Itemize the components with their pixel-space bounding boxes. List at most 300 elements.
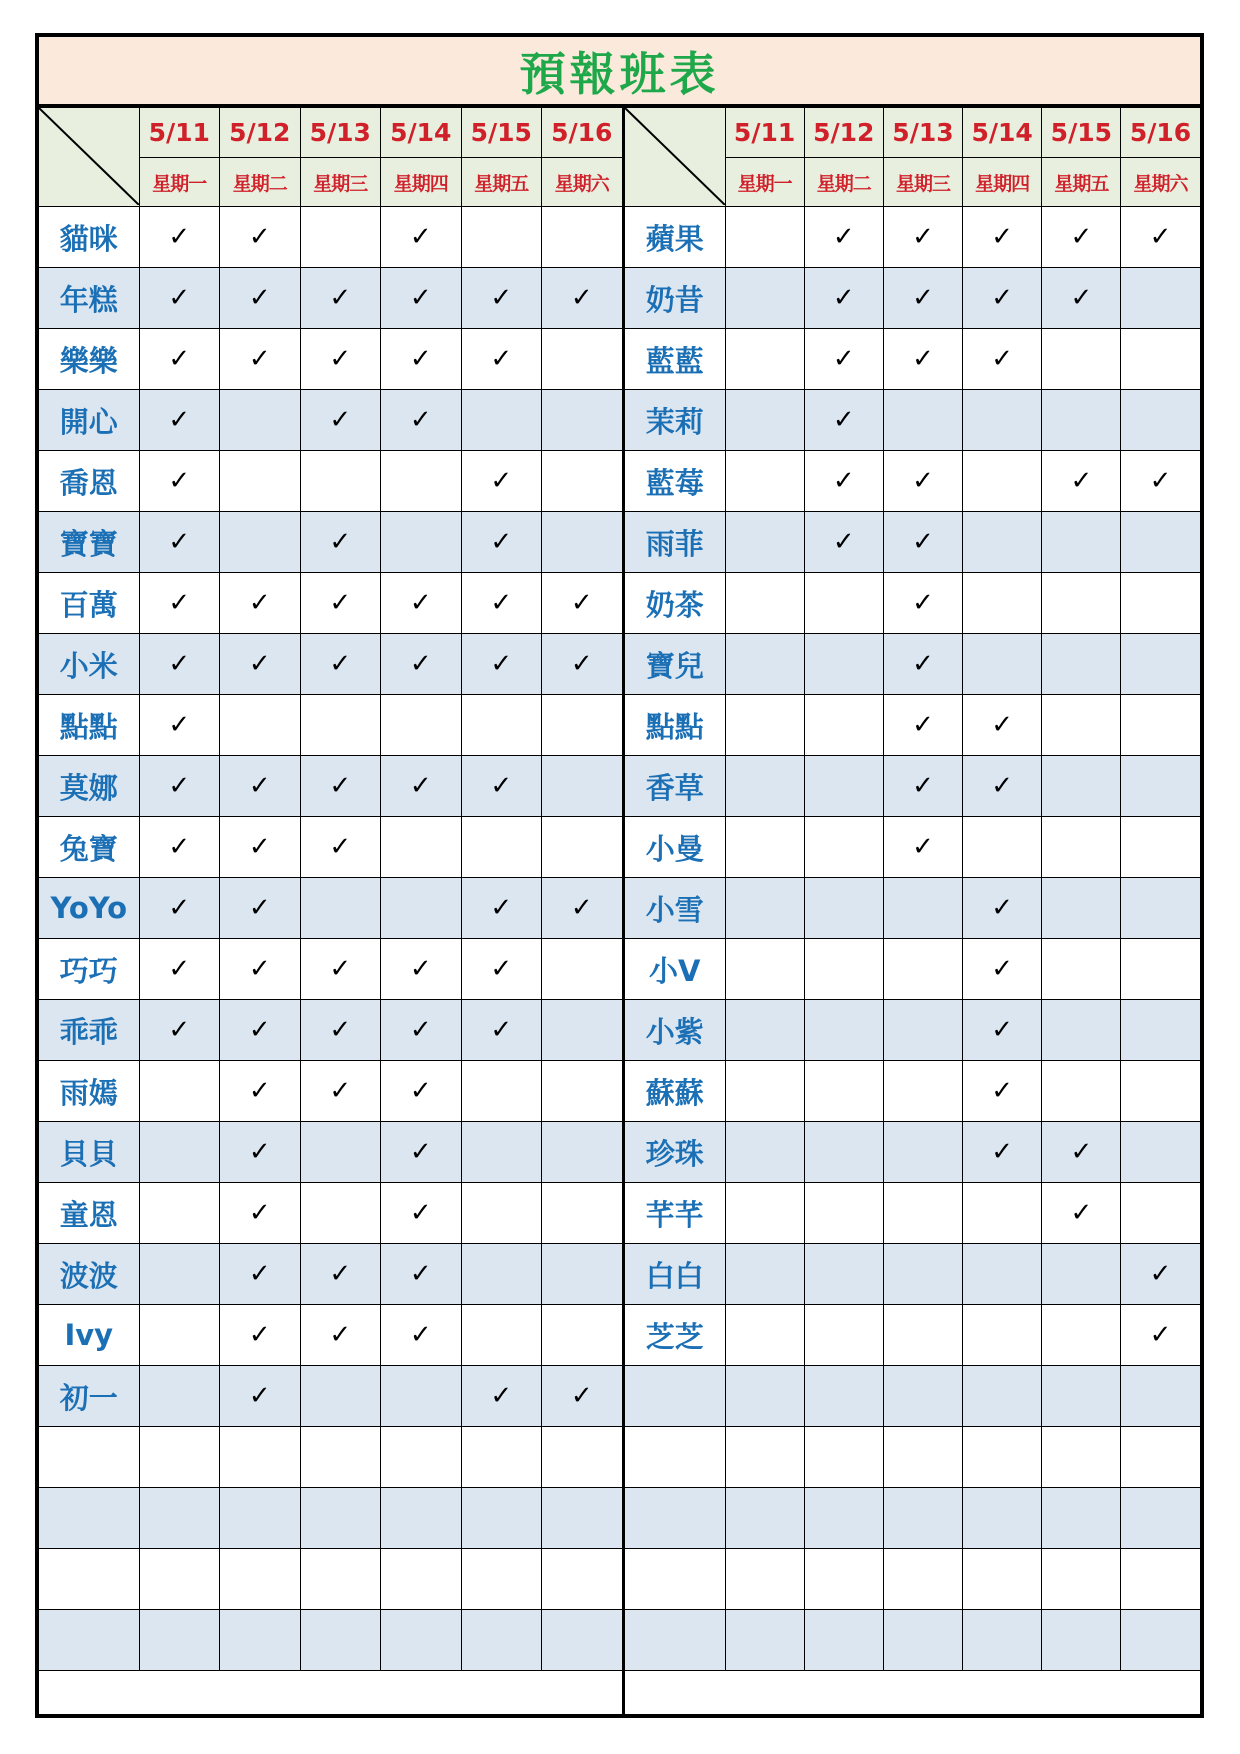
shift-empty-cell: [963, 817, 1042, 878]
shift-checkmark: ✓: [963, 268, 1042, 329]
shift-empty-cell: [1121, 817, 1200, 878]
shift-empty-cell: [542, 695, 623, 756]
shift-empty-cell: [381, 451, 462, 512]
shift-empty-cell: [139, 1488, 220, 1549]
shift-empty-cell: [725, 878, 804, 939]
staff-name: 小雪: [625, 878, 725, 939]
shift-empty-cell: [381, 695, 462, 756]
shift-empty-cell: [1042, 1549, 1121, 1610]
shift-empty-cell: [963, 1549, 1042, 1610]
shift-empty-cell: [139, 1061, 220, 1122]
shift-empty-cell: [1121, 939, 1200, 1000]
shift-checkmark: ✓: [300, 756, 381, 817]
shift-empty-cell: [300, 1488, 381, 1549]
shift-checkmark: ✓: [381, 756, 462, 817]
shift-empty-cell: [542, 1427, 623, 1488]
table-row: [625, 1427, 1200, 1488]
table-row: [39, 1549, 622, 1610]
shift-empty-cell: [542, 756, 623, 817]
staff-name: [625, 1366, 725, 1427]
shift-empty-cell: [1121, 1488, 1200, 1549]
shift-empty-cell: [1121, 1000, 1200, 1061]
shift-empty-cell: [139, 1610, 220, 1671]
shift-checkmark: ✓: [461, 451, 542, 512]
staff-name: 藍藍: [625, 329, 725, 390]
staff-name: 雨嫣: [39, 1061, 139, 1122]
shift-checkmark: ✓: [220, 634, 301, 695]
weekday-header: 星期一: [139, 158, 220, 207]
shift-empty-cell: [963, 1366, 1042, 1427]
shift-empty-cell: [1121, 512, 1200, 573]
shift-checkmark: ✓: [381, 1122, 462, 1183]
staff-name: 兔寶: [39, 817, 139, 878]
shift-checkmark: ✓: [461, 1366, 542, 1427]
shift-empty-cell: [220, 1549, 301, 1610]
table-row: [625, 817, 1200, 878]
table-row: [625, 1366, 1200, 1427]
shift-checkmark: ✓: [300, 1000, 381, 1061]
date-header: 5/15: [1042, 108, 1121, 158]
shift-empty-cell: [725, 1305, 804, 1366]
diagonal-line: [39, 108, 139, 205]
shift-empty-cell: [220, 451, 301, 512]
shift-checkmark: ✓: [139, 268, 220, 329]
shift-empty-cell: [883, 1183, 962, 1244]
shift-empty-cell: [461, 817, 542, 878]
shift-empty-cell: [461, 1061, 542, 1122]
table-row: [39, 390, 622, 451]
table-row: [39, 939, 622, 1000]
shift-empty-cell: [542, 1488, 623, 1549]
shift-empty-cell: [804, 573, 883, 634]
date-header: 5/13: [883, 108, 962, 158]
shift-empty-cell: [804, 1183, 883, 1244]
date-header-row: [625, 108, 1200, 158]
shift-checkmark: ✓: [220, 1244, 301, 1305]
shift-checkmark: ✓: [220, 1183, 301, 1244]
weekday-header: 星期六: [542, 158, 623, 207]
shift-empty-cell: [1042, 1000, 1121, 1061]
shift-empty-cell: [1121, 1610, 1200, 1671]
shift-empty-cell: [461, 1549, 542, 1610]
shift-empty-cell: [883, 1244, 962, 1305]
right-schedule: [625, 107, 1200, 1671]
shift-empty-cell: [963, 1610, 1042, 1671]
shift-checkmark: ✓: [804, 512, 883, 573]
shift-empty-cell: [804, 878, 883, 939]
shift-empty-cell: [381, 1427, 462, 1488]
shift-checkmark: ✓: [139, 1000, 220, 1061]
weekday-header: 星期四: [381, 158, 462, 207]
shift-checkmark: ✓: [220, 1305, 301, 1366]
staff-name: 小紫: [625, 1000, 725, 1061]
table-row: [625, 695, 1200, 756]
staff-name: 百萬: [39, 573, 139, 634]
shift-empty-cell: [542, 817, 623, 878]
date-header: 5/14: [963, 108, 1042, 158]
staff-name: 藍莓: [625, 451, 725, 512]
shift-empty-cell: [725, 1366, 804, 1427]
shift-checkmark: ✓: [963, 1122, 1042, 1183]
shift-empty-cell: [1042, 1244, 1121, 1305]
table-row: [39, 1183, 622, 1244]
shift-empty-cell: [461, 695, 542, 756]
shift-checkmark: ✓: [1042, 207, 1121, 268]
shift-empty-cell: [461, 207, 542, 268]
shift-empty-cell: [804, 1366, 883, 1427]
shift-empty-cell: [220, 1488, 301, 1549]
shift-empty-cell: [725, 573, 804, 634]
shift-empty-cell: [804, 1427, 883, 1488]
shift-checkmark: ✓: [220, 817, 301, 878]
right-schedule-table: [625, 107, 1201, 1671]
shift-empty-cell: [542, 1244, 623, 1305]
staff-name: 貓咪: [39, 207, 139, 268]
shift-empty-cell: [1042, 1488, 1121, 1549]
shift-empty-cell: [725, 1183, 804, 1244]
shift-empty-cell: [963, 451, 1042, 512]
shift-empty-cell: [1121, 1122, 1200, 1183]
shift-empty-cell: [461, 1610, 542, 1671]
shift-empty-cell: [1042, 390, 1121, 451]
shift-checkmark: ✓: [139, 512, 220, 573]
table-row: [625, 1000, 1200, 1061]
table-row: [39, 1000, 622, 1061]
shift-checkmark: ✓: [461, 268, 542, 329]
table-row: [39, 817, 622, 878]
shift-empty-cell: [1121, 756, 1200, 817]
staff-name: 小米: [39, 634, 139, 695]
shift-empty-cell: [542, 512, 623, 573]
shift-empty-cell: [804, 817, 883, 878]
staff-name: 蘋果: [625, 207, 725, 268]
table-row: [625, 1610, 1200, 1671]
shift-empty-cell: [963, 1244, 1042, 1305]
shift-checkmark: ✓: [300, 329, 381, 390]
shift-checkmark: ✓: [220, 207, 301, 268]
shift-checkmark: ✓: [381, 207, 462, 268]
shift-empty-cell: [1042, 573, 1121, 634]
shift-empty-cell: [804, 1549, 883, 1610]
shift-empty-cell: [461, 1122, 542, 1183]
date-header: 5/11: [139, 108, 220, 158]
shift-checkmark: ✓: [542, 634, 623, 695]
shift-empty-cell: [1121, 1549, 1200, 1610]
shift-empty-cell: [804, 1305, 883, 1366]
shift-empty-cell: [381, 512, 462, 573]
shift-empty-cell: [381, 878, 462, 939]
shift-checkmark: ✓: [381, 573, 462, 634]
table-row: [625, 268, 1200, 329]
weekday-header: 星期二: [220, 158, 301, 207]
shift-checkmark: ✓: [883, 756, 962, 817]
shift-checkmark: ✓: [381, 1183, 462, 1244]
shift-empty-cell: [542, 1610, 623, 1671]
shift-empty-cell: [804, 1244, 883, 1305]
staff-name: YoYo: [39, 878, 139, 939]
staff-name: 珍珠: [625, 1122, 725, 1183]
shift-empty-cell: [1121, 329, 1200, 390]
shift-empty-cell: [883, 878, 962, 939]
shift-empty-cell: [542, 1000, 623, 1061]
shift-checkmark: ✓: [300, 939, 381, 1000]
shift-empty-cell: [381, 817, 462, 878]
shift-checkmark: ✓: [461, 329, 542, 390]
shift-checkmark: ✓: [1042, 268, 1121, 329]
shift-empty-cell: [725, 207, 804, 268]
shift-checkmark: ✓: [220, 756, 301, 817]
shift-checkmark: ✓: [381, 1000, 462, 1061]
shift-checkmark: ✓: [963, 695, 1042, 756]
shift-empty-cell: [725, 756, 804, 817]
shift-empty-cell: [300, 1366, 381, 1427]
shift-empty-cell: [804, 1000, 883, 1061]
table-row: [625, 573, 1200, 634]
shift-empty-cell: [300, 1549, 381, 1610]
weekday-header: 星期三: [883, 158, 962, 207]
shift-checkmark: ✓: [883, 634, 962, 695]
shift-checkmark: ✓: [139, 573, 220, 634]
staff-name: 莫娜: [39, 756, 139, 817]
shift-empty-cell: [139, 1305, 220, 1366]
shift-checkmark: ✓: [300, 390, 381, 451]
shift-empty-cell: [1042, 939, 1121, 1000]
shift-checkmark: ✓: [300, 512, 381, 573]
shift-checkmark: ✓: [381, 634, 462, 695]
shift-checkmark: ✓: [381, 390, 462, 451]
shift-checkmark: ✓: [220, 1061, 301, 1122]
shift-empty-cell: [963, 634, 1042, 695]
staff-name: 香草: [625, 756, 725, 817]
shift-empty-cell: [300, 878, 381, 939]
page-title: 預報班表: [39, 37, 1200, 107]
shift-checkmark: ✓: [461, 512, 542, 573]
staff-name: 芝芝: [625, 1305, 725, 1366]
shift-checkmark: ✓: [139, 390, 220, 451]
shift-empty-cell: [139, 1549, 220, 1610]
shift-empty-cell: [139, 1427, 220, 1488]
shift-checkmark: ✓: [220, 939, 301, 1000]
staff-name: 奶茶: [625, 573, 725, 634]
shift-empty-cell: [542, 207, 623, 268]
shift-empty-cell: [725, 634, 804, 695]
table-row: [39, 268, 622, 329]
shift-empty-cell: [725, 512, 804, 573]
shift-empty-cell: [300, 1122, 381, 1183]
shift-checkmark: ✓: [883, 268, 962, 329]
staff-name: [625, 1610, 725, 1671]
table-row: [39, 1244, 622, 1305]
shift-empty-cell: [1121, 268, 1200, 329]
shift-checkmark: ✓: [139, 817, 220, 878]
shift-empty-cell: [381, 1610, 462, 1671]
shift-empty-cell: [725, 1122, 804, 1183]
shift-checkmark: ✓: [542, 573, 623, 634]
shift-checkmark: ✓: [1042, 1122, 1121, 1183]
table-row: [39, 634, 622, 695]
shift-empty-cell: [461, 1305, 542, 1366]
staff-name: 童恩: [39, 1183, 139, 1244]
shift-checkmark: ✓: [381, 1244, 462, 1305]
shift-empty-cell: [1042, 695, 1121, 756]
shift-empty-cell: [883, 939, 962, 1000]
staff-name: 巧巧: [39, 939, 139, 1000]
shift-empty-cell: [1121, 1427, 1200, 1488]
shift-empty-cell: [1042, 817, 1121, 878]
shift-empty-cell: [542, 451, 623, 512]
shift-empty-cell: [220, 695, 301, 756]
shift-empty-cell: [725, 1244, 804, 1305]
table-row: [625, 1549, 1200, 1610]
staff-name: [625, 1488, 725, 1549]
shift-checkmark: ✓: [381, 329, 462, 390]
shift-checkmark: ✓: [542, 1366, 623, 1427]
staff-name: 寶寶: [39, 512, 139, 573]
staff-name: 點點: [625, 695, 725, 756]
shift-empty-cell: [963, 1183, 1042, 1244]
staff-name: [625, 1427, 725, 1488]
shift-empty-cell: [1042, 1305, 1121, 1366]
shift-empty-cell: [725, 1000, 804, 1061]
shift-checkmark: ✓: [883, 573, 962, 634]
shift-checkmark: ✓: [883, 512, 962, 573]
shift-checkmark: ✓: [461, 939, 542, 1000]
shift-empty-cell: [883, 1610, 962, 1671]
shift-empty-cell: [804, 634, 883, 695]
shift-empty-cell: [542, 1549, 623, 1610]
shift-checkmark: ✓: [963, 329, 1042, 390]
staff-name: [39, 1427, 139, 1488]
shift-empty-cell: [1121, 1366, 1200, 1427]
table-row: [625, 634, 1200, 695]
shift-checkmark: ✓: [139, 451, 220, 512]
shift-empty-cell: [300, 695, 381, 756]
shift-checkmark: ✓: [883, 451, 962, 512]
shift-checkmark: ✓: [300, 268, 381, 329]
shift-empty-cell: [725, 1427, 804, 1488]
date-header: 5/13: [300, 108, 381, 158]
table-row: [39, 1488, 622, 1549]
shift-empty-cell: [542, 329, 623, 390]
staff-name: 點點: [39, 695, 139, 756]
shift-empty-cell: [300, 451, 381, 512]
shift-empty-cell: [1121, 634, 1200, 695]
shift-checkmark: ✓: [542, 268, 623, 329]
staff-name: Ivy: [39, 1305, 139, 1366]
shift-empty-cell: [725, 1488, 804, 1549]
staff-name: 白白: [625, 1244, 725, 1305]
shift-checkmark: ✓: [139, 756, 220, 817]
shift-empty-cell: [1121, 695, 1200, 756]
shift-empty-cell: [220, 1610, 301, 1671]
weekday-header: 星期五: [1042, 158, 1121, 207]
shift-empty-cell: [300, 207, 381, 268]
shift-empty-cell: [220, 1427, 301, 1488]
shift-empty-cell: [1042, 1061, 1121, 1122]
shift-empty-cell: [300, 1427, 381, 1488]
shift-checkmark: ✓: [139, 329, 220, 390]
table-row: [625, 1183, 1200, 1244]
table-row: [39, 878, 622, 939]
shift-empty-cell: [883, 1305, 962, 1366]
weekday-header: 星期三: [300, 158, 381, 207]
table-row: [625, 451, 1200, 512]
table-row: [625, 878, 1200, 939]
date-header-row: [39, 108, 622, 158]
table-row: [39, 1610, 622, 1671]
shift-checkmark: ✓: [963, 1061, 1042, 1122]
shift-checkmark: ✓: [381, 268, 462, 329]
shift-empty-cell: [1042, 1427, 1121, 1488]
shift-checkmark: ✓: [461, 878, 542, 939]
shift-empty-cell: [1121, 1061, 1200, 1122]
shift-empty-cell: [804, 1488, 883, 1549]
table-row: [39, 1427, 622, 1488]
shift-empty-cell: [883, 1488, 962, 1549]
shift-checkmark: ✓: [883, 329, 962, 390]
table-row: [625, 1305, 1200, 1366]
table-row: [625, 329, 1200, 390]
shift-checkmark: ✓: [804, 207, 883, 268]
shift-empty-cell: [139, 1244, 220, 1305]
table-row: [625, 1244, 1200, 1305]
shift-checkmark: ✓: [220, 573, 301, 634]
shift-empty-cell: [804, 756, 883, 817]
shift-empty-cell: [461, 1183, 542, 1244]
staff-name: 雨菲: [625, 512, 725, 573]
shift-empty-cell: [804, 1610, 883, 1671]
shift-checkmark: ✓: [300, 1061, 381, 1122]
shift-empty-cell: [725, 817, 804, 878]
shift-empty-cell: [542, 1122, 623, 1183]
shift-empty-cell: [883, 1427, 962, 1488]
table-row: [39, 1366, 622, 1427]
shift-empty-cell: [1042, 878, 1121, 939]
shift-checkmark: ✓: [300, 573, 381, 634]
shift-empty-cell: [139, 1366, 220, 1427]
staff-name: 開心: [39, 390, 139, 451]
staff-name: 樂樂: [39, 329, 139, 390]
shift-checkmark: ✓: [1121, 1244, 1200, 1305]
table-row: [39, 207, 622, 268]
shift-checkmark: ✓: [1042, 1183, 1121, 1244]
table-row: [39, 1305, 622, 1366]
staff-name: [625, 1549, 725, 1610]
staff-name: [39, 1610, 139, 1671]
shift-empty-cell: [883, 1061, 962, 1122]
shift-empty-cell: [725, 1061, 804, 1122]
weekday-header: 星期六: [1121, 158, 1200, 207]
shift-checkmark: ✓: [139, 634, 220, 695]
shift-empty-cell: [725, 1549, 804, 1610]
shift-checkmark: ✓: [963, 756, 1042, 817]
shift-checkmark: ✓: [804, 451, 883, 512]
shift-checkmark: ✓: [963, 939, 1042, 1000]
shift-empty-cell: [300, 1183, 381, 1244]
shift-checkmark: ✓: [220, 878, 301, 939]
table-row: [39, 756, 622, 817]
shift-empty-cell: [461, 1244, 542, 1305]
table-row: [39, 1061, 622, 1122]
staff-name: 貝貝: [39, 1122, 139, 1183]
date-header: 5/16: [1121, 108, 1200, 158]
shift-checkmark: ✓: [963, 1000, 1042, 1061]
left-schedule-table: [39, 107, 623, 1671]
table-row: [39, 451, 622, 512]
table-row: [39, 512, 622, 573]
shift-empty-cell: [1121, 1183, 1200, 1244]
shift-empty-cell: [963, 573, 1042, 634]
